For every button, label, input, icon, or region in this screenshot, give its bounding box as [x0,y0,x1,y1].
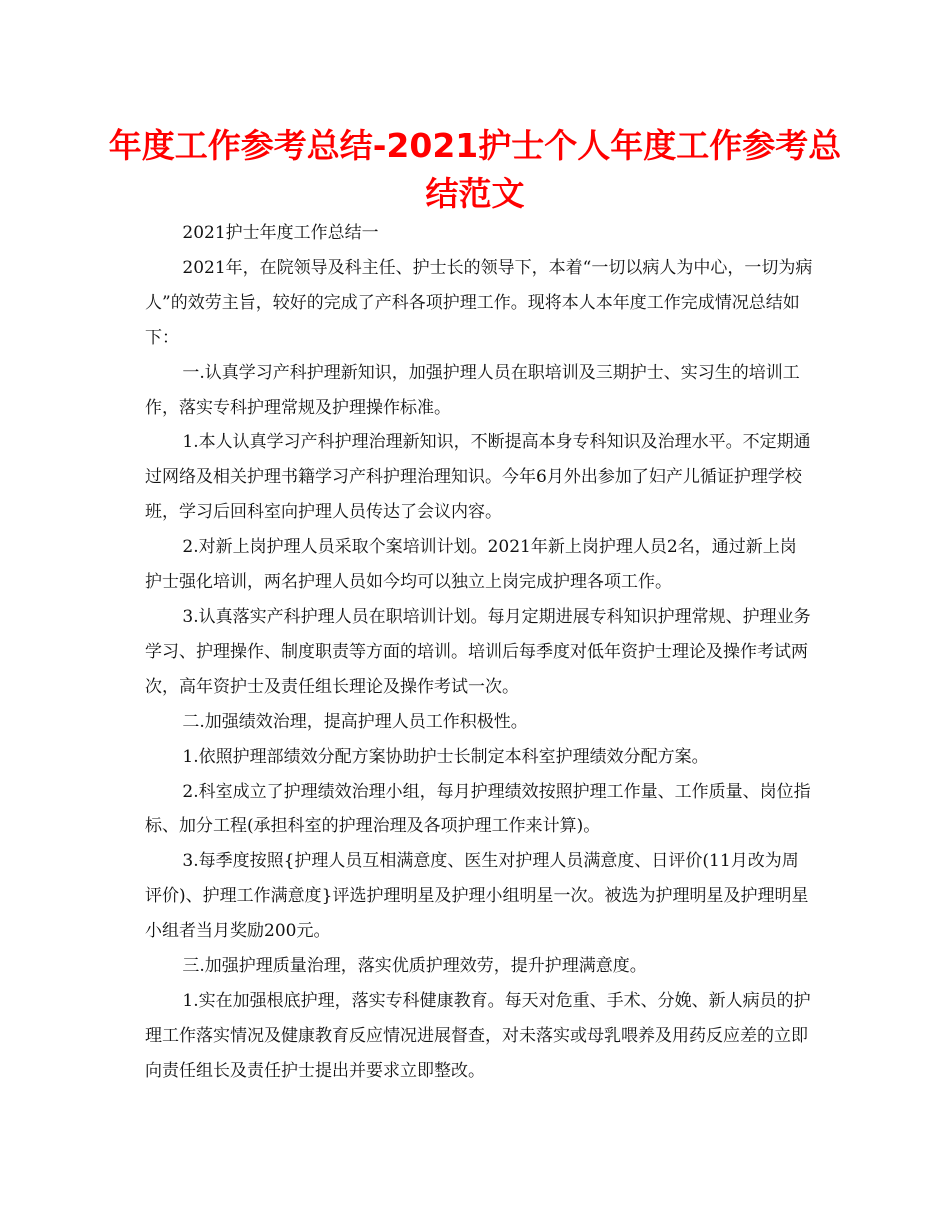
paragraph: 2.对新上岗护理人员采取个案培训计划。2021年新上岗护理人员2名，通过新上岗护士强化培训，两名护理人员如今均可以独立上岗完成护理各项工作。 [145,537,797,593]
paragraph-subtitle: 2021护士年度工作总结一 [182,223,379,243]
section-heading-3: 三.加强护理质量治理，落实优质护理效劳，提升护理满意度。 [182,956,647,977]
document-body [145,216,813,1089]
paragraph: 2.科室成立了护理绩效治理小组，每月护理绩效按照护理工作量、工作质量、岗位指标、加分工程(承担科室的护理治理及各项护理工作来计算)。 [145,781,811,837]
paragraph: 1.本人认真学习产科护理治理新知识，不断提高本身专科知识及治理水平。不定期通过网络及相关护理书籍学习产科护理治理知识。今年6月外出参加了妇产儿循证护理学校班，学习后回科室向护理人员传达了会议内容。 [145,432,811,523]
section-heading-1: 一.认真学习产科护理新知识，加强护理人员在职培训及三期护士、实习生的培训工作，落实专科护理常规及护理操作标准。 [145,362,800,418]
paragraph: 1.依照护理部绩效分配方案协助护士长制定本科室护理绩效分配方案。 [182,746,709,767]
section-heading-2: 二.加强绩效治理，提高护理人员工作积极性。 [182,711,528,732]
document-title: 年度工作参考总结-2021护士个人年度工作参考总结范文 [108,126,842,213]
paragraph: 3.认真落实产科护理人员在职培训计划。每月定期进展专科知识护理常规、护理业务学习、护理操作、制度职责等方面的培训。培训后每季度对低年资护士理论及操作考试两次，高年资护士及责任组长理论及操作考试一次。 [145,606,811,697]
paragraph-intro: 2021年，在院领导及科主任、护士长的领导下，本着“一切以病人为中心，一切为病人”的效劳主旨，较好的完成了产科各项护理工作。现将本人本年度工作完成情况总结如下： [145,257,813,348]
paragraph: 3.每季度按照{护理人员互相满意度、医生对护理人员满意度、日评价(11月改为周评价)、护理工作满意度}评选护理明星及护理小组明星一次。被选为护理明星及护理明星小组者当月奖励200元。 [145,851,809,942]
paragraph: 1.实在加强根底护理，落实专科健康教育。每天对危重、手术、分娩、新人病员的护理工作落实情况及健康教育反应情况进展督查，对未落实或母乳喂养及用药反应差的立即向责任组长及责任护士提出并要求立即整改。 [145,990,811,1081]
